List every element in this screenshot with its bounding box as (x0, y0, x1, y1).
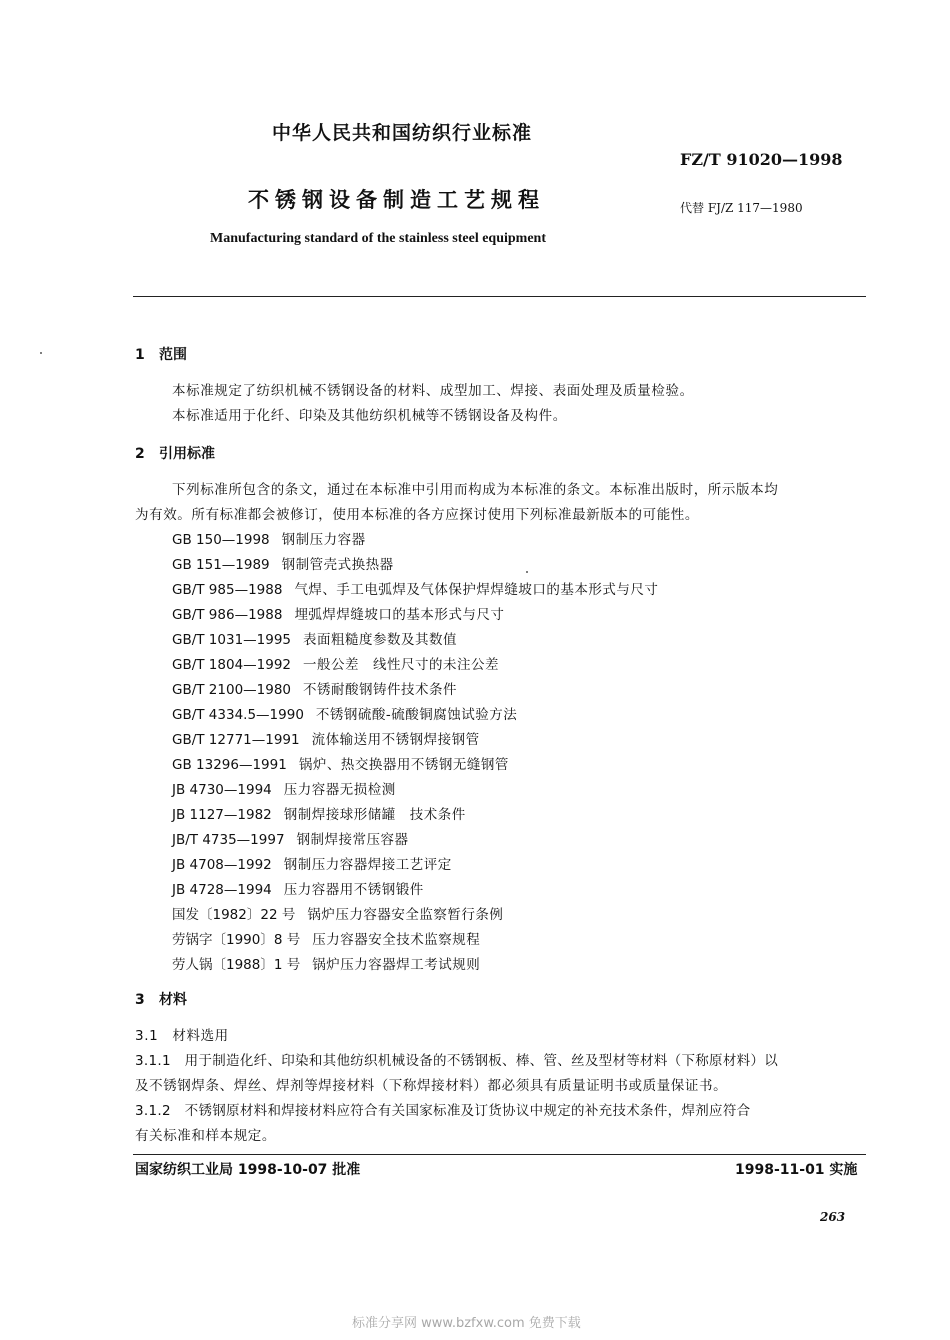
watermark: 标准分享网 www.bzfxw.com 免费下载 (352, 1316, 581, 1331)
reference-item (172, 878, 424, 898)
reference-name: 不锈钢硫酸-硫酸铜腐蚀试验方法 (315, 707, 518, 723)
section-2-number: 2 (135, 446, 145, 462)
reference-code: GB/T 2100—1980 (172, 682, 292, 698)
reference-name: 流体输送用不锈钢焊接钢管 (311, 732, 480, 748)
section-2-paragraph-line-2: 为有效。所有标准都会被修订，使用本标准的各方应探讨使用下列标准最新版本的可能性。 (135, 507, 699, 523)
document-title: 不锈钢设备制造工艺规程 (248, 188, 545, 212)
issuing-body: 中华人民共和国纺织行业标准 (272, 122, 533, 144)
english-title: Manufacturing standard of the stainless steel equipment (210, 231, 547, 246)
reference-item (172, 753, 509, 773)
reference-code: GB 13296—1991 (172, 757, 287, 773)
reference-item (172, 703, 517, 723)
reference-code: JB/T 4735—1997 (172, 832, 285, 848)
reference-name: 钢制管壳式换热器 (281, 557, 394, 573)
reference-item (172, 803, 466, 823)
implementation-date: 1998-11-01 实施 (735, 1162, 858, 1178)
clause-3-1-2-line-2: 有关标准和样本规定。 (135, 1128, 276, 1144)
reference-item (172, 678, 457, 698)
reference-code: 国发〔1982〕22 号 (172, 907, 296, 923)
reference-item (172, 853, 452, 873)
subsection-3-1-heading: 3.1 材料选用 (135, 1028, 229, 1044)
standard-code: FZ/T 91020—1998 (680, 150, 843, 169)
reference-name: 不锈耐酸钢铸件技术条件 (303, 682, 458, 698)
footer-divider (133, 1154, 866, 1155)
reference-item (172, 778, 396, 798)
reference-name: 一般公差 线性尺寸的未注公差 (303, 657, 500, 673)
reference-name: 锅炉压力容器焊工考试规则 (312, 957, 481, 973)
reference-code: GB/T 12771—1991 (172, 732, 300, 748)
scan-speck (526, 571, 528, 573)
section-3-number: 3 (135, 992, 145, 1008)
section-3-title: 材料 (159, 992, 187, 1008)
reference-code: 劳锅字〔1990〕8 号 (172, 932, 301, 948)
section-2-title: 引用标准 (159, 446, 215, 462)
reference-item (172, 653, 499, 673)
reference-name: 压力容器无损检测 (283, 782, 396, 798)
reference-name: 钢制焊接球形储罐 技术条件 (283, 807, 466, 823)
page-number: 263 (820, 1210, 846, 1224)
reference-code: GB 150—1998 (172, 532, 270, 548)
reference-name: 钢制焊接常压容器 (296, 832, 409, 848)
reference-code: GB/T 986—1988 (172, 607, 283, 623)
clause-3-1-2-line-1: 3.1.2 不锈钢原材料和焊接材料应符合有关国家标准及订货协议中规定的补充技术条件，焊剂应符合 (135, 1103, 751, 1119)
reference-item (172, 928, 480, 948)
reference-item (172, 553, 394, 573)
reference-name: 钢制压力容器 (281, 532, 366, 548)
reference-name: 埋弧焊焊缝坡口的基本形式与尺寸 (294, 607, 505, 623)
replaces-note: 代替 FJ/Z 117—1980 (680, 201, 803, 215)
reference-name: 压力容器用不锈钢锻件 (283, 882, 424, 898)
section-1-paragraph-1: 本标准规定了纺织机械不锈钢设备的材料、成型加工、焊接、表面处理及质量检验。 (172, 383, 694, 399)
reference-code: GB/T 985—1988 (172, 582, 283, 598)
section-2-paragraph-line-1: 下列标准所包含的条文，通过在本标准中引用而构成为本标准的条文。本标准出版时，所示版本均 (172, 482, 779, 498)
section-1-heading (135, 344, 187, 364)
header-divider (133, 296, 866, 297)
scan-speck (40, 352, 42, 354)
reference-code: GB/T 1031—1995 (172, 632, 292, 648)
reference-item (172, 828, 409, 848)
approval-date: 国家纺织工业局 1998-10-07 批准 (135, 1162, 361, 1178)
reference-code: 劳人锅〔1988〕1 号 (172, 957, 301, 973)
reference-item (172, 953, 480, 973)
reference-item (172, 728, 480, 748)
reference-code: GB 151—1989 (172, 557, 270, 573)
reference-name: 钢制压力容器焊接工艺评定 (283, 857, 452, 873)
reference-name: 表面粗糙度参数及其数值 (303, 632, 458, 648)
reference-name: 压力容器安全技术监察规程 (312, 932, 481, 948)
reference-code: GB/T 1804—1992 (172, 657, 292, 673)
section-2-heading (135, 443, 215, 463)
reference-item (172, 603, 504, 623)
clause-3-1-1-line-2: 及不锈钢焊条、焊丝、焊剂等焊接材料（下称焊接材料）都必须具有质量证明书或质量保证书。 (135, 1078, 728, 1094)
reference-item (172, 628, 457, 648)
reference-code: GB/T 4334.5—1990 (172, 707, 304, 723)
clause-3-1-1-line-1: 3.1.1 用于制造化纤、印染和其他纺织机械设备的不锈钢板、棒、管、丝及型材等材料（下称原材料）以 (135, 1053, 779, 1069)
reference-code: JB 4728—1994 (172, 882, 272, 898)
reference-item (172, 578, 658, 598)
reference-name: 气焊、手工电弧焊及气体保护焊焊缝坡口的基本形式与尺寸 (294, 582, 659, 598)
reference-item (172, 903, 503, 923)
reference-name: 锅炉、热交换器用不锈钢无缝钢管 (298, 757, 509, 773)
reference-item (172, 528, 366, 548)
reference-code: JB 4708—1992 (172, 857, 272, 873)
reference-code: JB 4730—1994 (172, 782, 272, 798)
section-1-title: 范围 (159, 347, 187, 363)
reference-code: JB 1127—1982 (172, 807, 272, 823)
section-1-number: 1 (135, 347, 145, 363)
section-3-heading (135, 989, 187, 1009)
section-1-paragraph-2: 本标准适用于化纤、印染及其他纺织机械等不锈钢设备及构件。 (172, 408, 567, 424)
reference-name: 锅炉压力容器安全监察暂行条例 (307, 907, 504, 923)
